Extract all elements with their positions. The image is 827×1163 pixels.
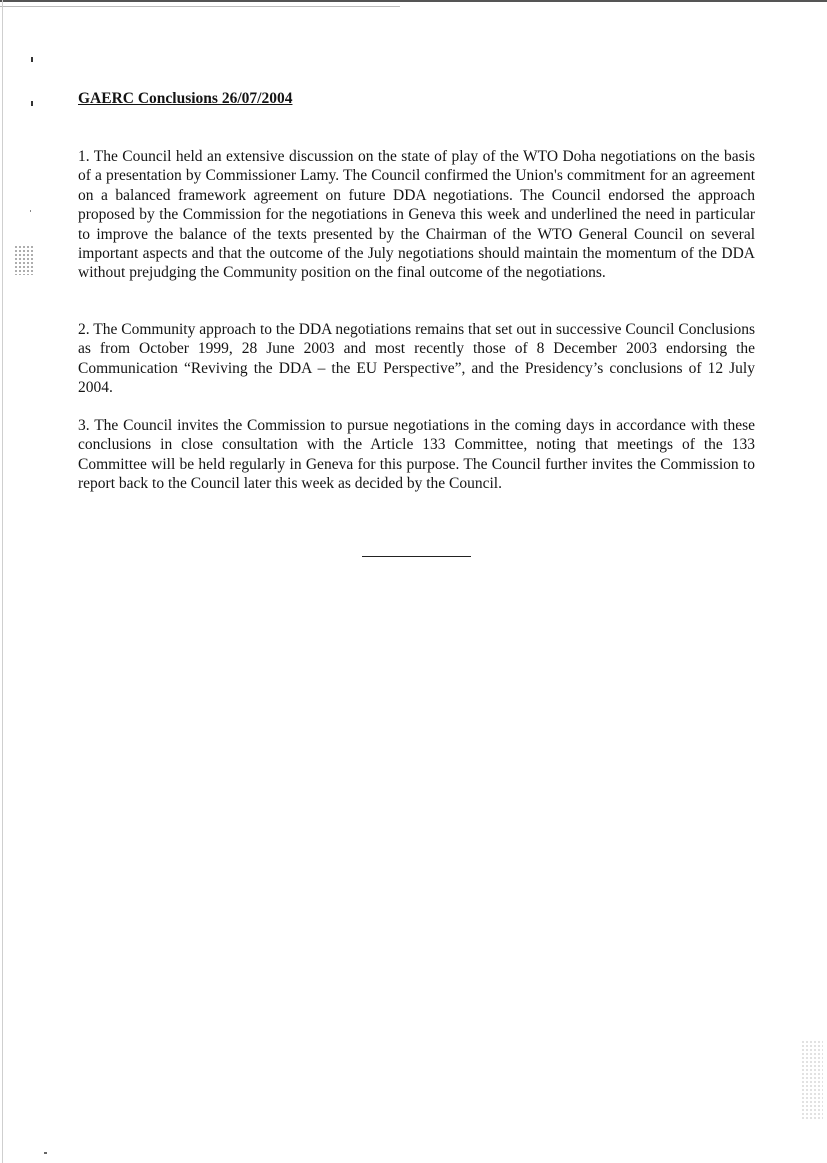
- paragraph-2: 2. The Community approach to the DDA negotiations remains that set out in successive Council Conclusions as from October 1999, 28 June 2003 and most recently those of 8 December 2003 endorsing the Communication “Reviving the DDA – the EU Perspective”, and the Presidency’s conclusions of 12 July 2004.: [78, 321, 755, 397]
- end-of-document-rule: [362, 556, 471, 557]
- scan-edge-top-faint: [0, 6, 400, 7]
- document-title: GAERC Conclusions 26/07/2004: [78, 90, 293, 107]
- scan-speck: [30, 210, 31, 212]
- scan-speck: [31, 101, 33, 106]
- scan-noise: [801, 1040, 823, 1120]
- scan-noise: [14, 245, 34, 275]
- paragraph-1: 1. The Council held an extensive discussion on the state of play of the WTO Doha negotiations on the basis of a presentation by Commissioner Lamy. The Council confirmed the Union's commitment for an agreement on a balanced framework agreement on future DDA negotiations. The Council endorsed the approach proposed by the Commission for the negotiations in Geneva this week and underlined the need in particular to improve the balance of the texts presented by the Chairman of the WTO General Council on several important aspects and that the outcome of the July negotiations should maintain the momentum of the DDA without prejudging the Community position on the final outcome of the negotiations.: [78, 148, 755, 282]
- paragraph-3: 3. The Council invites the Commission to pursue negotiations in the coming days in accordance with these conclusions in close consultation with the Article 133 Committee, noting that meetings of the 133 Committee will be held regularly in Geneva for this purpose. The Council further invites the Commission to report back to the Council later this week as decided by the Council.: [78, 417, 755, 493]
- scan-speck: [31, 57, 33, 62]
- scan-edge-left: [2, 0, 3, 1163]
- scan-speck: [44, 1152, 47, 1154]
- scan-edge-top: [0, 0, 827, 2]
